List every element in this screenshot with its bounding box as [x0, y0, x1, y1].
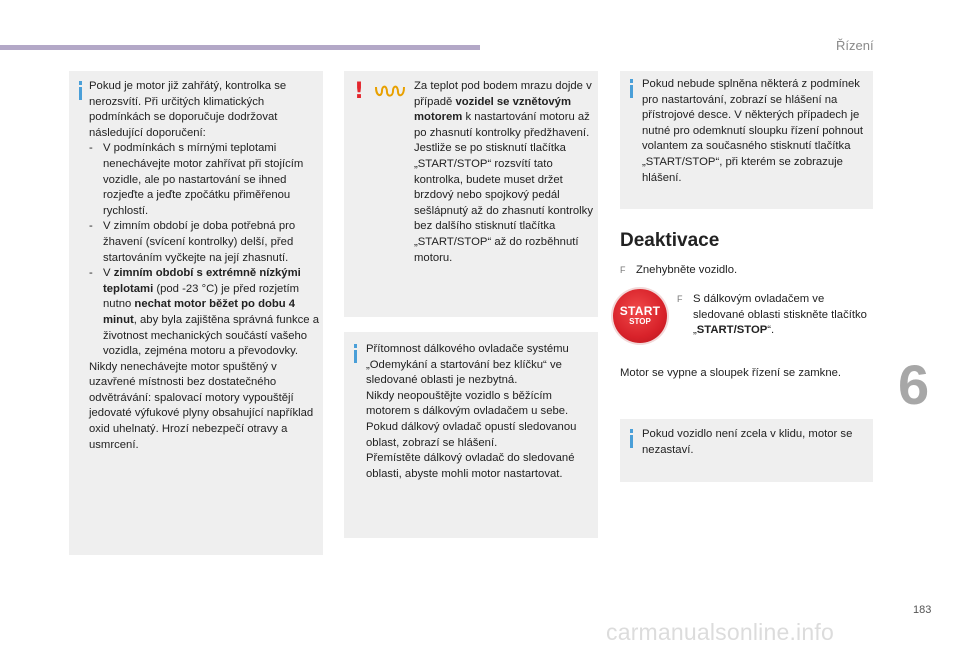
info-closing: Nikdy nenechávejte motor spuštěný v uzavřené místnosti bez dostatečného odvětrávání: spalovací motory vypouštějí jedovaté výfukové plyny obsahující například oxid uhelnatý. Hrozí nebezpečí otravy a usmrcení. — [89, 360, 314, 451]
watermark: carmanualsonline.info — [606, 619, 834, 645]
step-marker-icon: F — [677, 294, 683, 304]
step-marker-icon: F — [620, 265, 626, 275]
deactivation-result: Motor se vypne a sloupek řízení se zamkne. — [620, 367, 842, 379]
list-item: - V zimním období s extrémně nízkými teplotami (pod -23 °C) je před rozjetím nutno nechat motor běžet po dobu 4 minut, aby byla zajištěna správná funkce a životnost mechanických součástí vašeho vozidla, zejména motoru a převodovky. — [89, 267, 320, 358]
list-item: - V zimním období je doba potřebná pro žhavení (svícení kontrolky) delší, před startováním vyčkejte na její zhasnutí. — [89, 220, 296, 264]
warning-box-diesel: ! Za teplot pod bodem mrazu dojde v případě vozidel se vznětovým motorem k nastartování motoru až po zhasnutí kontrolky předžhavení. Jestliže se po stisknutí tlačítka „START/STOP“ rozsvítí tato kontrolka, budete muset držet brzdový nebo spojkový pedál sešlápnutý až do zhasnutí kontrolky bez dalšího stisknutí tlačítka „START/STOP“ až do rozběhnutí motoru. — [344, 71, 598, 317]
info-box-remote: Přítomnost dálkového ovladače systému „Odemykání a startování bez klíčku“ ve sledované oblasti je nezbytná. Nikdy neopouštějte vozidlo s běžícím motorem s dálkovým ovladačem u sebe. Pokud dálkový ovladač opustí sledovanou oblast, zobrazí se hlášení. Přemístěte dálkový ovladač do sledované oblasti, abyste mohli motor nastartovat. — [344, 332, 598, 538]
step-press-start-stop: F S dálkovým ovladačem ve sledované oblasti stiskněte tlačítko „START/STOP“. — [677, 292, 872, 339]
page-number: 183 — [913, 604, 932, 616]
info-box-not-stationary: Pokud vozidlo není zcela v klidu, motor se nezastaví. — [620, 419, 873, 482]
info-intro: Pokud je motor již zahřátý, kontrolka se nerozsvítí. Při určitých klimatických podmínkách se doporučuje dodržovat následující doporučení: — [89, 80, 287, 139]
section-heading: Deaktivace — [620, 230, 720, 251]
list-item: - V podmínkách s mírnými teplotami nenechávejte motor zahřívat při stojícím vozidle, ale po nastartování se ihned rozjeďte a jeďte zpočátku přiměřenou rychlostí. — [89, 142, 304, 217]
step-immobilize: F Znehybněte vozidlo. — [620, 263, 870, 279]
glow-plug-icon — [374, 85, 406, 101]
info-box-engine-warm — [69, 71, 323, 555]
chapter-number: 6 — [898, 353, 930, 416]
start-stop-button-icon: START STOP — [613, 289, 667, 343]
warning-icon: ! — [354, 79, 365, 104]
header-bar — [0, 45, 480, 50]
section-title: Řízení — [836, 38, 874, 53]
info-box-start-conditions: Pokud nebude splněna některá z podmínek pro nastartování, zobrazí se hlášení na přístrojové desce. V některých případech je nutné pro odemknutí sloupku řízení pohnout volantem za současného stisknutí tlačítka „START/STOP“, při kterém se zobrazuje hlášení. — [620, 71, 873, 209]
